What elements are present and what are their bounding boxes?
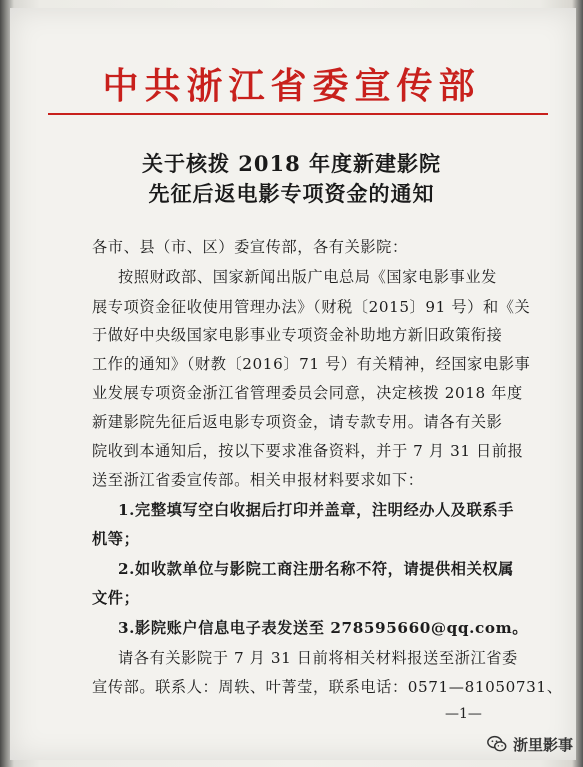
salutation: 各市、县（市、区）委宣传部，各有关影院： <box>92 238 408 256</box>
wechat-icon <box>486 733 508 755</box>
body-line: 请各有关影院于 7 月 31 日前将相关材料报送至浙江省委 <box>118 649 518 667</box>
body-line: 院收到本通知后，按以下要求准备资料，并于 7 月 31 日前报 <box>92 442 524 460</box>
requirement-item-1-cont: 机等； <box>92 530 140 548</box>
page-number: —1— <box>445 706 482 722</box>
requirement-item-3: 3.影院账户信息电子表发送至 278595660@qq.com。 <box>118 619 529 637</box>
requirement-item-2-cont: 文件； <box>92 589 140 607</box>
requirement-item-1: 1.完整填写空白收据后打印并盖章，注明经办人及联系手 <box>118 501 514 519</box>
document-title-line-1: 关于核拨 2018 年度新建影院 <box>141 151 442 176</box>
body-line: 于做好中央级国家电影事业专项资金补助地方新旧政策衔接 <box>92 326 503 344</box>
body-line: 新建影院先征后返电影专项资金，请专款专用。请各有关影 <box>92 413 503 431</box>
body-line: 按照财政部、国家新闻出版广电总局《国家电影事业发 <box>118 268 497 286</box>
body-line: 送至浙江省委宣传部。相关申报材料要求如下： <box>92 471 424 489</box>
document-title-line-2: 先征后返电影专项资金的通知 <box>148 181 435 206</box>
header-red-rule <box>48 113 548 115</box>
account-watermark <box>486 733 573 755</box>
requirement-item-2: 2.如收款单位与影院工商注册名称不符，请提供相关权属 <box>118 560 514 578</box>
body-line: 工作的通知》（财教〔2016〕71 号）有关精神，经国家电影事 <box>92 355 531 373</box>
contact-line: 宣传部。联系人：周轶、叶菁莹，联系电话：0571—81050731、 <box>92 678 563 696</box>
body-line: 展专项资金征收使用管理办法》（财税〔2015〕91 号）和《关 <box>92 298 531 316</box>
watermark-label: 浙里影事 <box>513 735 574 754</box>
body-line: 业发展专项资金浙江省管理委员会同意，决定核拨 2018 年度 <box>92 384 523 402</box>
issuing-organization: 中共浙江省委宣传部 <box>102 65 481 107</box>
